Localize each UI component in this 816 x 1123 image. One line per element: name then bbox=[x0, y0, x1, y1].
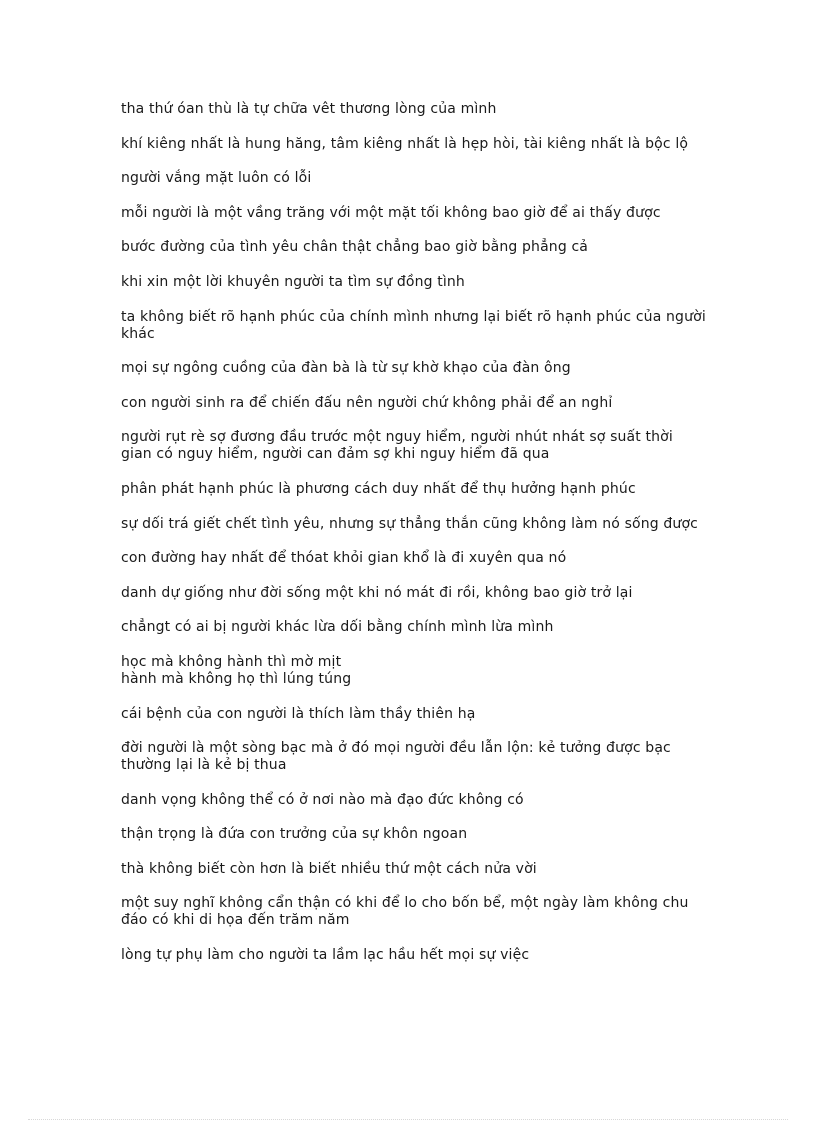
quote-item: khi xin một lời khuyên người ta tìm sự đồng tình bbox=[121, 273, 465, 290]
quote-item: thà không biết còn hơn là biết nhiều thứ một cách nửa vời bbox=[121, 860, 537, 877]
quote-item: con đường hay nhất để thóat khỏi gian khổ là đi xuyên qua nó bbox=[121, 550, 567, 567]
quote-item: người rụt rè sợ đương đầu trước một nguy hiểm, người nhút nhát sợ suất thời gian có nguy hiểm, người can đảm sợ khi nguy hiểm đã qua bbox=[121, 429, 673, 463]
quote-item: phân phát hạnh phúc là phương cách duy nhất để thụ hưởng hạnh phúc bbox=[121, 480, 636, 497]
quote-item: danh dự giống như đời sống một khi nó mát đi rồi, không bao giờ trở lại bbox=[121, 584, 633, 601]
quote-item: chẳngt có ai bị người khác lừa dối bằng chính mình lừa mình bbox=[121, 619, 554, 636]
quote-item: mỗi người là một vầng trăng với một mặt tối không bao giờ để ai thấy được bbox=[121, 204, 661, 221]
quote-item: đời người là một sòng bạc mà ở đó mọi người đều lẫn lộn: kẻ tưởng được bạc thường lại là kẻ bị thua bbox=[121, 740, 671, 774]
quote-list bbox=[121, 101, 706, 982]
quote-item: tha thứ óan thù là tự chữa vêt thương lòng của mình bbox=[121, 101, 497, 117]
quote-item: cái bệnh của con người là thích làm thầy thiên hạ bbox=[121, 705, 476, 722]
page-bottom-divider bbox=[28, 1119, 788, 1120]
quote-item: sự dối trá giết chết tình yêu, nhưng sự thẳng thắn cũng không làm nó sống được bbox=[121, 515, 699, 532]
quote-item: thận trọng là đứa con trưởng của sự khôn ngoan bbox=[121, 826, 468, 843]
quote-item: bước đường của tình yêu chân thật chẳng bao giờ bằng phẳng cả bbox=[121, 239, 589, 256]
quote-item: khí kiêng nhất là hung hăng, tâm kiêng nhất là hẹp hòi, tài kiêng nhất là bộc lộ bbox=[121, 135, 689, 152]
quote-item: mọi sự ngông cuồng của đàn bà là từ sự khờ khạo của đàn ông bbox=[121, 360, 571, 377]
quote-item: một suy nghĩ không cẩn thận có khi để lo cho bốn bể, một ngày làm không chu đáo có khi di họa đến trăm năm bbox=[121, 895, 689, 929]
quote-item: học mà không hành thì mờ mịt hành mà không họ thì lúng túng bbox=[121, 653, 352, 687]
quote-item: ta không biết rõ hạnh phúc của chính mình nhưng lại biết rõ hạnh phúc của người khác bbox=[121, 308, 706, 342]
quote-item: danh vọng không thể có ở nơi nào mà đạo đức không có bbox=[121, 791, 524, 808]
quote-item: người vắng mặt luôn có lỗi bbox=[121, 170, 312, 187]
quote-item: con người sinh ra để chiến đấu nên người chứ không phải để an nghỉ bbox=[121, 394, 613, 411]
quote-item: lòng tự phụ làm cho người ta lầm lạc hầu hết mọi sự việc bbox=[121, 947, 530, 964]
